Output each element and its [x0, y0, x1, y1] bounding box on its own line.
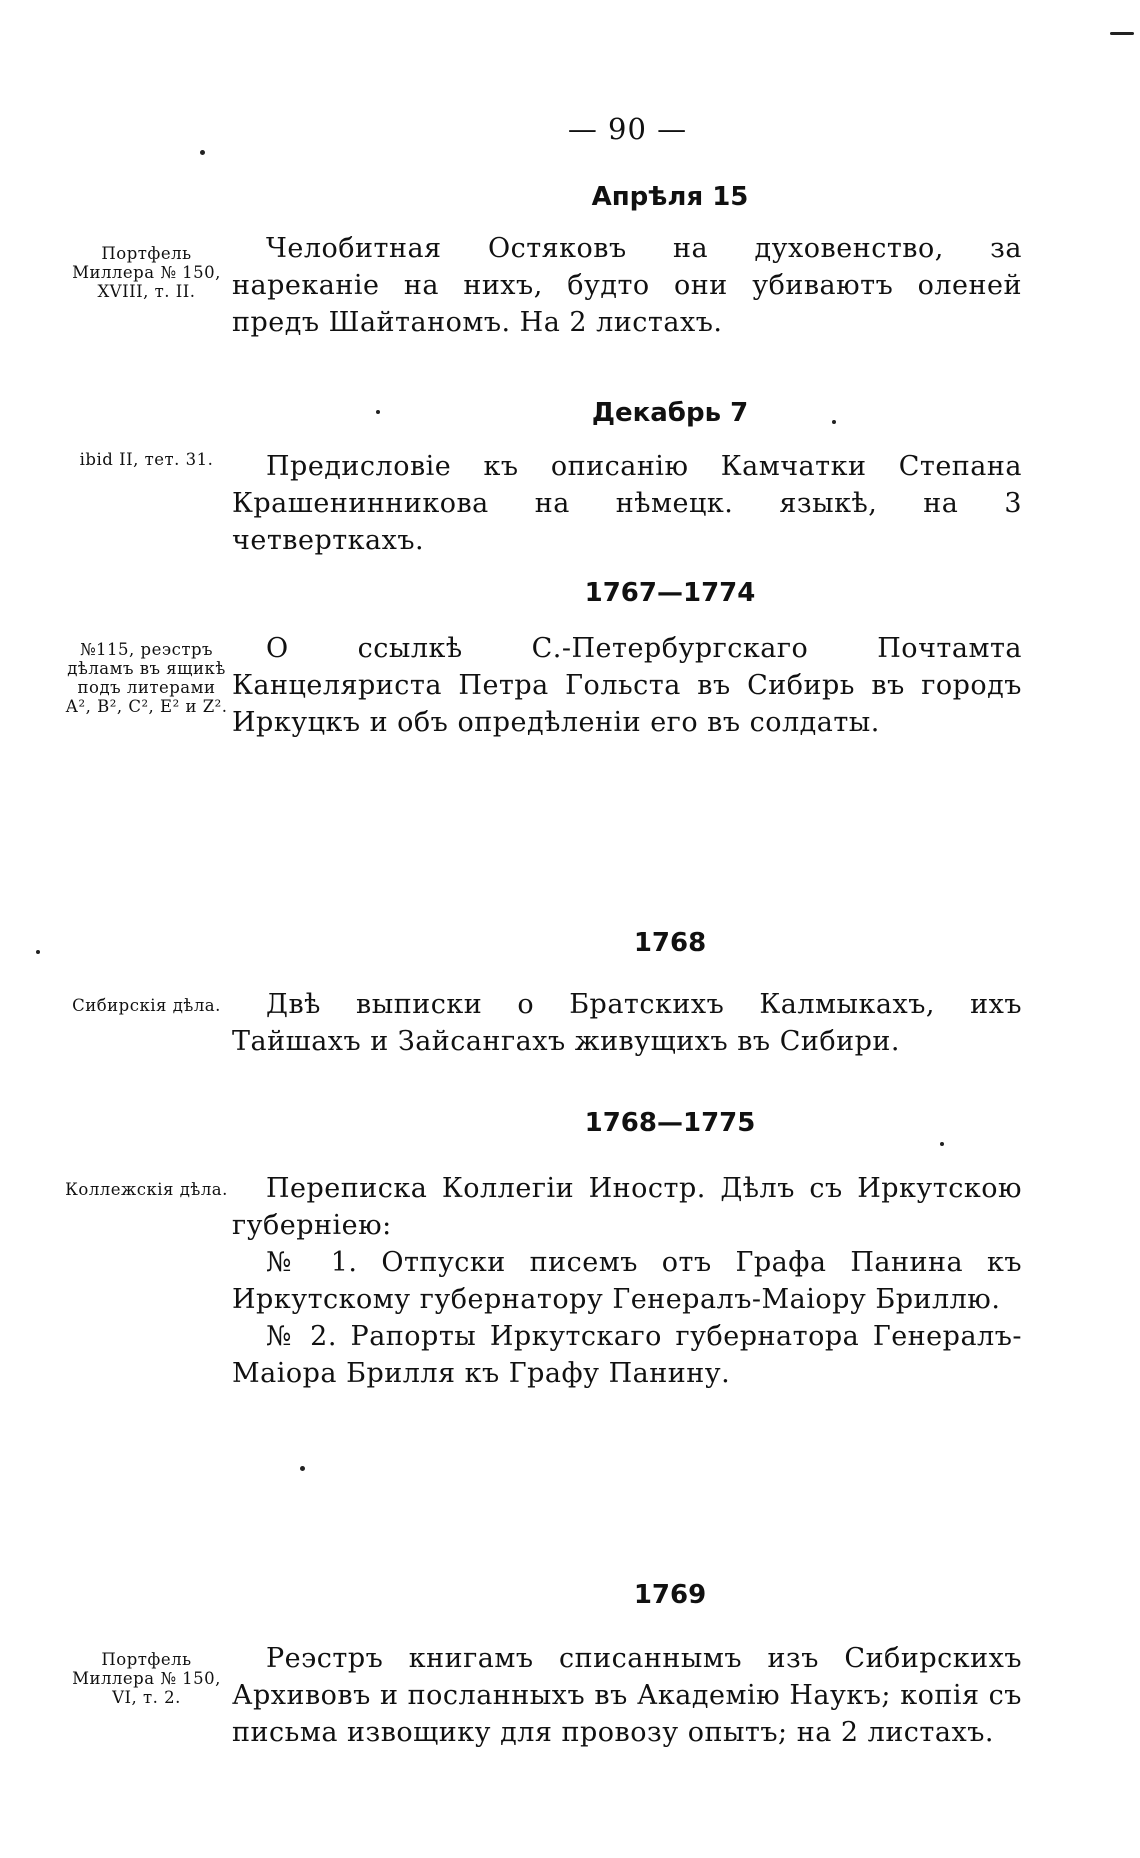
scan-speck [1110, 32, 1134, 35]
entry-text [232, 448, 1022, 559]
entry-paragraph: Реэстръ книгамъ списаннымъ изъ Сибирскихъ Архивовъ и посланныхъ въ Академію Наукъ; копія съ письма извощику для провозу опытъ; на 2 листахъ. [232, 1643, 1022, 1748]
section-heading: 1767—1774 [584, 578, 756, 608]
scan-speck [300, 1466, 305, 1471]
entry-paragraph: № 2. Рапорты Иркутскаго губернатора Генералъ-Маіора Брилля къ Графу Панину. [232, 1321, 1022, 1389]
scan-speck [200, 150, 205, 155]
section-heading: 1768 [633, 928, 707, 958]
margin-note: Коллежскія дѣла. [65, 1180, 228, 1199]
section-heading: 1768—1775 [584, 1108, 756, 1138]
scan-speck [832, 420, 836, 424]
entry-text [232, 630, 1022, 741]
entry-text [232, 1170, 1022, 1392]
margin-note: Портфель Миллера № 150, XVIII, т. II. [72, 244, 221, 301]
section-heading: Апрѣля 15 [591, 182, 749, 212]
section-heading: 1769 [633, 1580, 707, 1610]
entry-text [232, 986, 1022, 1060]
entry-paragraph: Челобитная Остяковъ на духовенство, за нареканіе на нихъ, будто они убиваютъ оленей предъ Шайтаномъ. На 2 листахъ. [232, 233, 1022, 338]
scan-speck [36, 950, 40, 954]
entry-paragraph: № 1. Отпуски писемъ отъ Графа Панина къ Иркутскому губернатору Генералъ-Маіору Бриллю. [232, 1247, 1022, 1315]
entry-paragraph: Предисловіе къ описанію Камчатки Степана Крашенинникова на нѣмецк. языкѣ, на 3 четверткахъ. [232, 451, 1022, 556]
page-number: — 90 — [567, 112, 688, 146]
entry-paragraph: Двѣ выписки о Братскихъ Калмыкахъ, ихъ Тайшахъ и Зайсангахъ живущихъ въ Сибири. [232, 989, 1022, 1057]
section-heading: Декабрь 7 [591, 398, 749, 428]
scan-speck [940, 1142, 944, 1146]
scan-speck [376, 410, 380, 414]
entry-text [232, 1640, 1022, 1751]
margin-note: ibid II, тет. 31. [79, 450, 214, 469]
margin-note: №115, реэстръ дѣламъ въ ящикѣ подъ литерами А², В², С², Е² и Z². [65, 640, 228, 716]
entry-text [232, 230, 1022, 341]
entry-paragraph: О ссылкѣ С.-Петербургскаго Почтамта Канцеляриста Петра Гольста въ Сибирь въ городъ Иркуцкъ и объ опредѣленіи его въ солдаты. [232, 633, 1022, 738]
entry-paragraph: Переписка Коллегіи Иностр. Дѣлъ съ Иркутскою губерніею: [232, 1173, 1022, 1241]
margin-note: Портфель Миллера № 150, VI, т. 2. [72, 1650, 221, 1707]
margin-note: Сибирскія дѣла. [72, 996, 221, 1015]
